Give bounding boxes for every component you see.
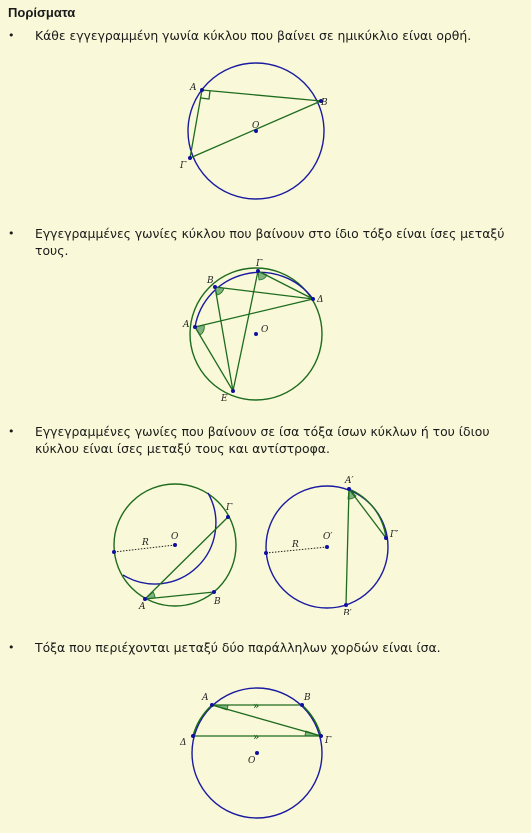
figure-same-arc-angles [175, 255, 335, 405]
point-A-left [143, 597, 147, 601]
point-O-left [173, 543, 177, 547]
point-A-prime [347, 487, 351, 491]
point-A [193, 325, 197, 329]
segment-GE [233, 271, 258, 391]
chord-A'B' [346, 489, 349, 605]
label-G-prime: Γ′ [390, 530, 399, 540]
figure-equal-arcs-equal-circles [105, 475, 415, 615]
label-A-prime: A′ [345, 476, 354, 486]
point-O [255, 751, 259, 755]
chord-AB [202, 90, 321, 101]
label-B-left: B [214, 597, 221, 607]
point-G [256, 269, 260, 273]
point-O [254, 332, 258, 336]
point-radius-end-right [264, 551, 268, 555]
label-B: B [207, 276, 214, 286]
point-B-prime [344, 603, 348, 607]
label-O: O [248, 756, 256, 766]
bullet: • [8, 29, 15, 42]
point-O-right [325, 545, 329, 549]
parallel-mark-DG: » [253, 732, 260, 743]
corollary-4-text: Τόξα που περιέχονται μεταξύ δύο παράλληλων χορδών είναι ίσα. [35, 640, 441, 655]
point-G-left [226, 515, 230, 519]
figure-parallel-chords [170, 680, 350, 828]
label-G: Γ [180, 161, 187, 171]
circle-left-arc [123, 493, 216, 584]
label-G: Γ [256, 259, 263, 269]
label-B: B [321, 98, 328, 108]
bullet: • [8, 641, 15, 654]
point-A [210, 703, 214, 707]
label-A: A [202, 693, 209, 703]
corollary-1-text: Κάθε εγγεγραμμένη γωνία κύκλου που βαίνει σε ημικύκλιο είναι ορθή. [35, 28, 472, 43]
point-radius-end-left [112, 550, 116, 554]
chord-AG [145, 517, 228, 599]
label-O: O [252, 121, 260, 131]
point-B [300, 703, 304, 707]
chord-AB [145, 592, 214, 599]
point-D [311, 297, 315, 301]
label-R-right: R [292, 540, 299, 550]
point-G-prime [384, 536, 388, 540]
point-G [319, 734, 323, 738]
label-R-left: R [142, 538, 149, 548]
corollary-3-text: Εγγεγραμμένες γωνίες που βαίνουν σε ίσα τόξα ίσων κύκλων ή του ίδιου κύκλου είναι ίσες μεταξύ τους και αντίστροφα. [35, 424, 490, 456]
corollary-2-text: Εγγεγραμμένες γωνίες κύκλου που βαίνουν στο ίδιο τόξο είναι ίσες μεταξύ τους. [35, 226, 505, 258]
label-O: O [261, 325, 269, 335]
chord-A'G' [349, 489, 386, 538]
label-O-left: O [171, 532, 179, 542]
label-E: E [221, 394, 228, 404]
page-title: Πορίσματα [8, 5, 76, 20]
bullet: • [8, 227, 15, 240]
bullet: • [8, 425, 15, 438]
point-A [200, 88, 204, 92]
point-B-left [212, 590, 216, 594]
segment-AD [195, 299, 313, 327]
label-A: A [183, 320, 190, 330]
point-D [191, 734, 195, 738]
point-E [231, 389, 235, 393]
label-B: B [304, 693, 311, 703]
figure-right-angle-semicircle [170, 60, 340, 210]
label-A-left: A [139, 602, 146, 612]
point-G [188, 156, 192, 160]
label-D: Δ [317, 295, 324, 305]
segment-BD [215, 287, 313, 299]
right-angle-mark [201, 91, 210, 99]
label-O-right: O′ [323, 532, 333, 542]
label-G-left: Γ [226, 503, 233, 513]
label-G: Γ [325, 736, 332, 746]
label-B-prime: B′ [343, 609, 352, 615]
parallel-mark-AB: » [253, 701, 260, 712]
label-A: A [190, 83, 197, 93]
label-D: Δ [180, 738, 187, 748]
